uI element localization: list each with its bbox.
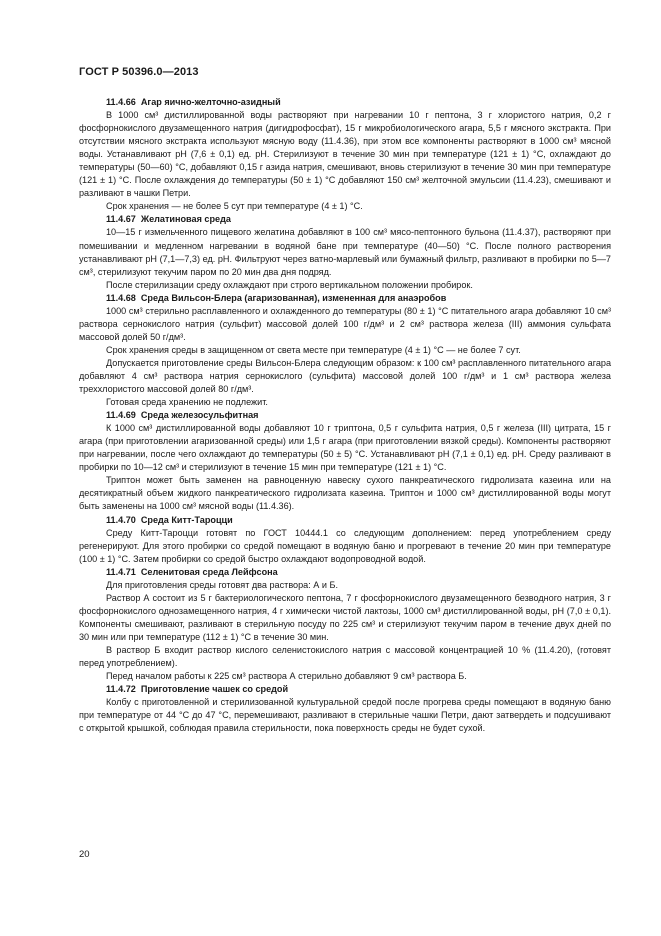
- section-number: 11.4.70: [106, 514, 136, 525]
- section-heading: [79, 409, 611, 422]
- paragraph: В раствор Б входит раствор кислого селенистокислого натрия с массовой концентрацией 10 % (11.4.20), (готовят перед употреблением).: [79, 644, 611, 669]
- section-number: 11.4.66: [106, 97, 136, 107]
- section-title: Среда Вильсон-Блера (агаризованная), измененная для анаэробов: [140, 292, 447, 303]
- paragraph: К 1000 см³ дистиллированной воды добавляют 10 г триптона, 0,5 г сульфита натрия, 0,5 г железа (III) цитрата, 15 г агара (при приготовлении агаризованной среды) или 1,5 г агара (при приготовлении вязкой среды). Компоненты растворяют при нагревании, после чего охлаждают до температуры (50 ± 5) °С. Устанавливают pH (7,1 ± 0,1) ед. pH. Среду разливают в пробирки по 10—12 см³ и стерилизуют в течение 15 мин при температуре (121 ± 1) °С.: [79, 423, 611, 473]
- section-heading: [79, 566, 611, 579]
- section-heading: [79, 292, 611, 305]
- paragraph: Раствор А состоит из 5 г бактериологического пептона, 7 г фосфорнокислого двузамещенного безводного натрия, 3 г фосфорнокислого однозамещенного натрия, 4 г химически чистой лактозы, 1000 см³ дистиллированной воды, pH (7,0 ± 0,1). Компоненты смешивают, разливают в стерильную посуду по 225 см³ и стерилизуют текучим паром в течение двух дней по 30 мин или при температуре (112 ± 1) °С в течение 30 мин.: [79, 592, 611, 642]
- section-title: Приготовление чашек со средой: [140, 684, 289, 695]
- section-number: 11.4.68: [106, 292, 136, 303]
- section-number: 11.4.69: [106, 410, 136, 421]
- paragraph: Колбу с приготовленной и стерилизованной культуральной средой после прогрева среды помещают в водяную баню при температуре от 44 °С до 47 °С, перемешивают, разливают в стерильные чашки Петри, дают затвердеть и подсушивают с открытой крышкой, соблюдая правила стерильности, пока поверхность среды не будет сухой.: [79, 697, 611, 734]
- paragraph: Готовая среда хранению не подлежит.: [106, 397, 268, 408]
- section-title: Агар яично-желточно-азидный: [140, 97, 281, 107]
- section-title: Среда железосульфитная: [140, 410, 259, 421]
- paragraph: 1000 см³ стерильно расплавленного и охлажденного до температуры (80 ± 1) °С питательного агара добавляют 10 см³ раствора сернокислого натрия (сульфит) массовой долей 100 г/дм³ и 2 см³ раствора железа (III) аммония сульфата массовой долей 50 г/дм³.: [79, 305, 611, 342]
- paragraph: В 1000 см³ дистиллированной воды растворяют при нагревании 10 г пептона, 3 г хлористого натрия, 0,2 г фосфорнокислого двузамещенного натрия (дигидрофосфат), 15 г микробиологического агара, 5,5 г мясного экстракта. При отсутствии мясного экстракта используют мясную воду (11.4.36), при этом все компоненты растворяют в 1000 см³ мясной воды. Устанавливают pH (7,6 ± 0,1) ед. pH. Стерилизуют в течение 30 мин при температуре (121 ± 1) °С, охлаждают до температуры (50—60) °С, добавляют 0,15 г азида натрия, смешивают, вновь стерилизуют в течение 30 мин при температуре (121 ± 1) °С. После охлаждения до температуры (50 ± 1) °С добавляют 150 см³ желточной эмульсии (11.4.23), смешивают и разливают в чашки Петри.: [79, 110, 611, 199]
- section-heading: [79, 213, 611, 226]
- document-body: [79, 96, 611, 735]
- section-number: 11.4.72: [106, 684, 136, 695]
- section-title: Селенитовая среда Лейфсона: [140, 566, 278, 577]
- paragraph: 10—15 г измельченного пищевого желатина добавляют в 100 см³ мясо-пептонного бульона (11.4.37), растворяют при помешивании и медленном нагревании в водяной бане при температуре (40—50) °С. После полного растворения устанавливают pH (7,1—7,3) ед. pH. Фильтруют через ватно-марлевый или бумажный фильтр, разливают в пробирки по 5—7 см³, стерилизуют текучим паром по 20 мин два дня подряд.: [79, 227, 611, 277]
- paragraph: После стерилизации среду охлаждают при строго вертикальном положении пробирок.: [106, 279, 473, 290]
- section-heading: [79, 514, 611, 527]
- page-number: 20: [79, 849, 90, 860]
- section-number: 11.4.67: [106, 214, 136, 225]
- section-heading: [79, 96, 611, 109]
- paragraph: Срок хранения — не более 5 сут при температуре (4 ± 1) °С.: [106, 201, 363, 212]
- paragraph: Срок хранения среды в защищенном от света месте при температуре (4 ± 1) °С — не более 7 сут.: [106, 344, 521, 355]
- paragraph: Перед началом работы к 225 см³ раствора А стерильно добавляют 9 см³ раствора Б.: [106, 671, 467, 682]
- paragraph: Допускается приготовление среды Вильсон-Блера следующим образом: к 100 см³ расплавленного питательного агара добавляют 4 см³ раствора натрия сернокислого (сульфита) массовой долей 100 г/дм³ и 1 см³ раствора железа треххлористого массовой долей 80 г/дм³.: [79, 357, 611, 395]
- paragraph: Триптон может быть заменен на равноценную навеску сухого панкреатического гидролизата казеина или на десятикратный объем жидкого панкреатического гидролизата казеина. Триптон и 1000 см³ дистиллированной воды могут быть заменены на 1000 см³ мясной воды (11.4.36).: [79, 475, 611, 512]
- section-heading: [79, 683, 611, 696]
- section-number: 11.4.71: [106, 566, 136, 577]
- paragraph: Для приготовления среды готовят два раствора: А и Б.: [106, 579, 338, 590]
- section-title: Желатиновая среда: [140, 214, 231, 225]
- document-header: ГОСТ Р 50396.0—2013: [79, 66, 199, 78]
- paragraph: Среду Китт-Тароцци готовят по ГОСТ 10444.1 со следующим дополнением: перед употреблением среду регенерируют. Для этого пробирки со средой помещают в водяную баню и прогревают в течение 20 мин при температуре (100 ± 1) °С. Затем пробирки со средой быстро охлаждают водопроводной водой.: [79, 527, 611, 564]
- section-title: Среда Китт-Тароцци: [140, 514, 233, 525]
